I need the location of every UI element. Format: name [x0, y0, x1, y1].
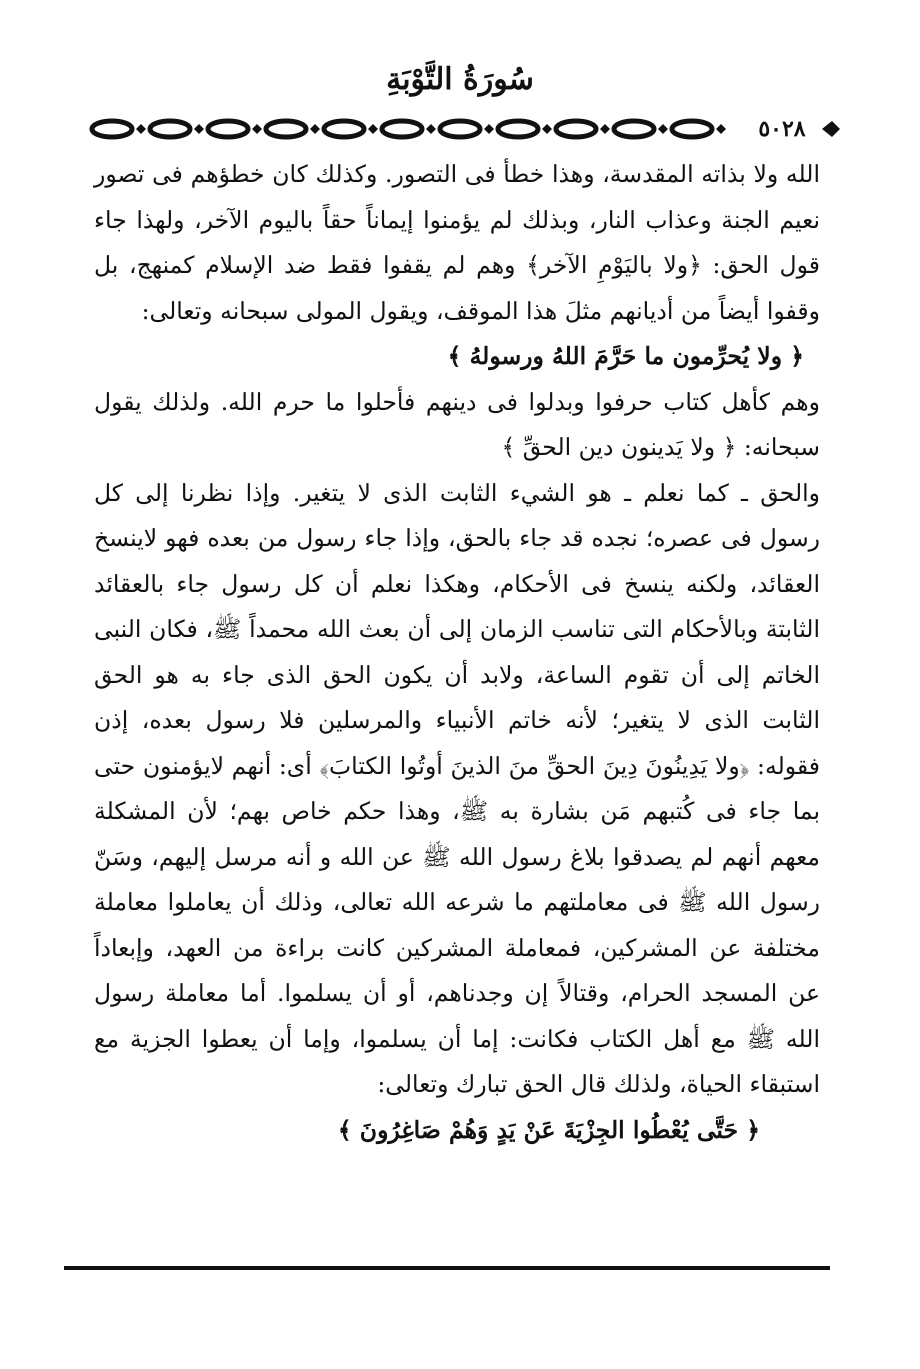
- bottom-rule: [64, 1266, 830, 1270]
- chain-link: [440, 121, 480, 137]
- chain-link: [672, 121, 712, 137]
- surah-title: سُورَةُ التَّوْبَةِ: [386, 62, 534, 97]
- quran-verse: ﴿ حَتَّى يُعْطُوا الجِزْيَةَ عَنْ يَدٍ وَهُمْ صَاغِرُونَ ﴾: [337, 1115, 760, 1144]
- chain-link: [324, 121, 364, 137]
- paragraph: وهم كأهل كتاب حرفوا وبدلوا فى دينهم فأحلوا ما حرم الله. ولذلك يقول سبحانه: ﴿ ولا يَدينون دين الحقِّ ﴾: [94, 387, 820, 461]
- chain-link: [92, 121, 132, 137]
- paragraph: الله ولا بذاته المقدسة، وهذا خطأ فى التصور. وكذلك كان خطؤهم فى تصور نعيم الجنة وعذاب النار، وبذلك لم يؤمنوا إيماناً حقاً باليوم الآخر، ولهذا جاء قول الحق: ﴿ولا باليَوْمِ الآخر﴾ وهم لم يقفوا فقط ضد الإسلام كمنهج، بل وقفوا أيضاً من أديانهم مثلَ هذا الموقف، ويقول المولى سبحانه وتعالى:: [94, 160, 820, 325]
- chain-diamond: [310, 124, 320, 134]
- chain-diamond: [542, 124, 552, 134]
- chain-link: [382, 121, 422, 137]
- chain-link: [208, 121, 248, 137]
- chain-link: [150, 121, 190, 137]
- chain-diamond: [368, 124, 378, 134]
- chain-diamond: [484, 124, 494, 134]
- quran-verse: ﴿ ولا يُحرِّمون ما حَرَّمَ اللهُ ورسولهُ ﴾: [447, 342, 804, 370]
- chain-link: [498, 121, 538, 137]
- chain-diamond: [600, 124, 610, 134]
- chain-link: [614, 121, 654, 137]
- paragraph: والحق ـ كما نعلم ـ هو الشيء الثابت الذى لا يتغير. وإذا نظرنا إلى كل رسول فى عصره؛ نجده قد جاء بالحق، وإذا جاء رسول من بعده فهو لاينسخ العقائد، ولكنه ينسخ فى الأحكام، وهكذا نعلم أن كل رسول جاء بالعقائد الثابتة وبالأحكام التى تناسب الزمان إلى أن بعث الله محمداً ﷺ، فكان النبى الخاتم إلى أن تقوم الساعة، ولابد أن يكون الحق الذى جاء به هو الحق الثابت الذى لا يتغير؛ لأنه خاتم الأنبياء والمرسلين فلا رسول بعده، إذن فقوله: ﴿ولا يَدِينُونَ دِينَ الحقِّ منَ الذينَ أوتُوا الكتابَ﴾ أى: أنهم لايؤمنون حتى بما جاء فى كُتبهم مَن بشارة به ﷺ، وهذا حكم خاص بهم؛ لأن المشكلة معهم أنهم لم يصدقوا بلاغ رسول الله ﷺ عن الله و أنه مرسل إليهم، وسَنّ رسول الله ﷺ فى معاملتهم ما شرعه الله تعالى، وذلك أن يعاملوا معاملة مختلفة عن المشركين، فمعاملة المشركين كانت براءة من العهد، وإبعاداً عن المسجد الحرام، وقتالاً إن وجدناهم، أو أن يسلموا. أما معاملة رسول الله ﷺ مع أهل الكتاب فكانت: إما أن يسلموا، وإما أن يعطوا الجزية مع استبقاء الحياة، ولذلك قال الحق تبارك وتعالى:: [94, 478, 820, 1098]
- chain-diamond: [194, 124, 204, 134]
- chain-diamond: [252, 124, 262, 134]
- chain-link: [266, 121, 306, 137]
- chain-diamond: [426, 124, 436, 134]
- chain-link: [556, 121, 596, 137]
- chain-end-cap: [822, 121, 840, 137]
- ornamental-header-band: [84, 114, 842, 144]
- chain-diamond: [716, 124, 726, 134]
- page-number: ٥٠٢٨: [742, 114, 822, 144]
- page-body: [94, 152, 820, 1153]
- chain-diamond: [136, 124, 146, 134]
- chain-diamond: [658, 124, 668, 134]
